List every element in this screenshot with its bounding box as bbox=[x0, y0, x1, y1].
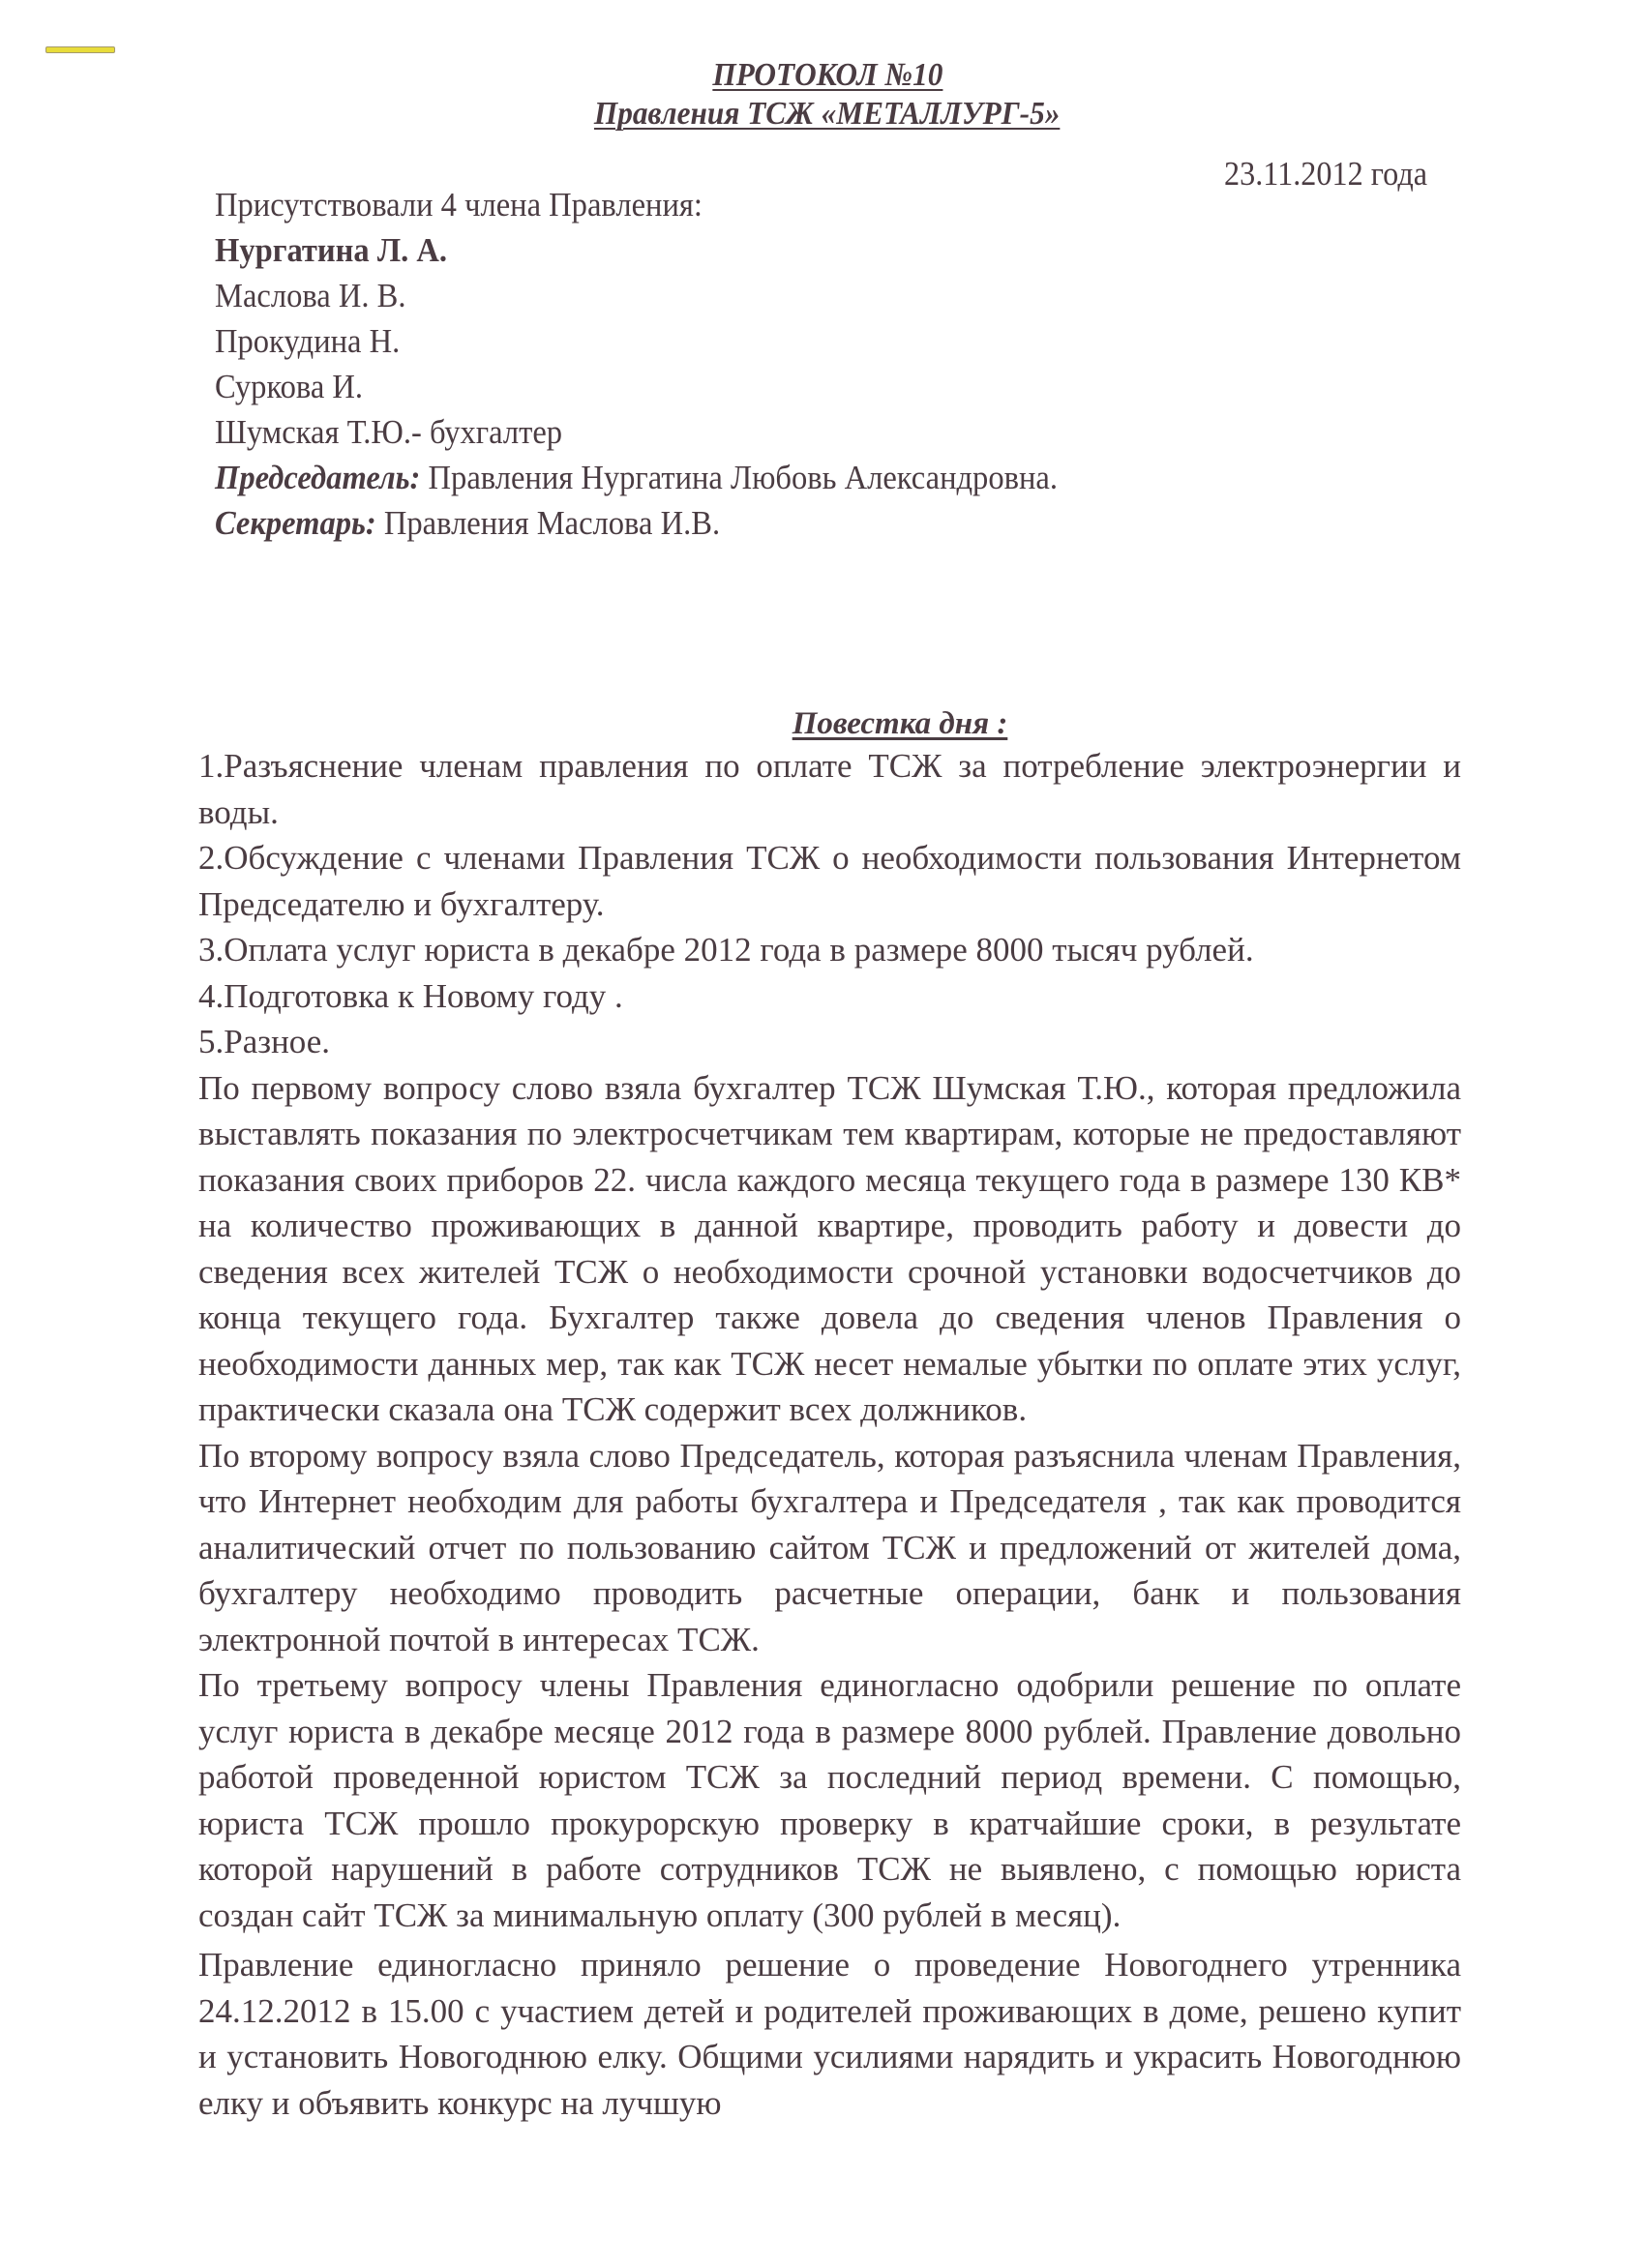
chairman-line bbox=[215, 455, 1058, 500]
agenda-item: 4.Подготовка к Новому году . bbox=[198, 976, 623, 1015]
attendee: Прокудина Н. bbox=[215, 322, 401, 360]
attendance-block bbox=[215, 182, 1122, 546]
agenda-heading bbox=[0, 704, 1645, 743]
organization-heading: Правления ТСЖ «МЕТАЛЛУРГ-5» bbox=[594, 96, 1061, 132]
document-body bbox=[198, 743, 1461, 2126]
document-title bbox=[0, 56, 1645, 134]
staple-mark bbox=[45, 46, 115, 53]
attendee: Суркова И. bbox=[215, 368, 364, 405]
protocol-number-heading: ПРОТОКОЛ №10 bbox=[711, 57, 943, 93]
agenda-item: 2.Обсуждение с членами Правления ТСЖ о необходимости пользования Интернетом Председателю и бухгалтеру. bbox=[198, 839, 1461, 923]
secretary-label: Секретарь: bbox=[215, 504, 376, 542]
agenda-item: 5.Разное. bbox=[198, 1023, 331, 1060]
attendance-heading: Присутствовали 4 члена Правления: bbox=[215, 186, 703, 224]
agenda-item: 3.Оплата услуг юриста в декабре 2012 года в размере 8000 тысяч рублей. bbox=[198, 931, 1254, 969]
secretary-line bbox=[215, 500, 1058, 546]
document-date: 23.11.2012 года bbox=[1224, 155, 1428, 193]
paragraph-third-question: По третьему вопросу члены Правления единогласно одобрили решение по оплате услуг юриста в декабре месяце 2012 года в размере 8000 рублей. Правление довольно работой проведенной юристом ТСЖ за последний период времени. С помощью, юриста ТСЖ прошло прокурорскую проверку в кратчайшие сроки, в результате которой нарушений в работе сотрудников ТСЖ не выявлено, с помощью юриста создан сайт ТСЖ за минимальную оплату (300 рублей в месяц). bbox=[198, 1666, 1461, 1934]
secretary-value: Правления Маслова И.В. bbox=[375, 504, 721, 542]
chairman-label: Председатель: bbox=[215, 459, 421, 496]
attendee: Шумская Т.Ю.- бухгалтер bbox=[215, 413, 563, 451]
agenda-item: 1.Разъяснение членам правления по оплате ТСЖ за потребление электроэнергии и воды. bbox=[198, 747, 1461, 831]
paragraph-first-question: По первому вопросу слово взяла бухгалтер ТСЖ Шумская Т.Ю., которая предложила выставлять показания по электросчетчикам тем квартирам, которые не предоставляют показания своих приборов 22. числа каждого месяца текущего года в размере 130 КВ* на количество проживающих в данной квартире, проводить работу и довести до сведения всех жителей ТСЖ о необходимости срочной установки водосчетчиков до конца текущего года. Бухгалтер также довела до сведения членов Правления о необходимости данных мер, так как ТСЖ несет немалые убытки по оплате этих услуг, практически сказала она ТСЖ содержит всех должников. bbox=[198, 1068, 1461, 1428]
paragraph-second-question: По второму вопросу взяла слово Председатель, которая разъяснила членам Правления, что Интернет необходим для работы бухгалтера и Председателя , так как проводится аналитический отчет по пользованию сайтом ТСЖ и предложений от жителей дома, бухгалтеру необходимо проводить расчетные операции, банк и пользования электронной почтой в интересах ТСЖ. bbox=[198, 1436, 1461, 1658]
paragraph-new-year: Правление единогласно приняло решение о проведение Новогоднего утренника 24.12.2012 в 15.00 с участием детей и родителей проживающих в доме, решено купит и установить Новогоднюю елку. Общими усилиями нарядить и украсить Новогоднюю елку и объявить конкурс на лучшую bbox=[198, 1946, 1461, 2122]
chairman-value: Правления Нургатина Любовь Александровна. bbox=[420, 459, 1058, 496]
agenda-title: Повестка дня : bbox=[792, 706, 1008, 741]
attendee: Маслова И. В. bbox=[215, 277, 406, 314]
attendee: Нургатина Л. А. bbox=[215, 231, 447, 269]
